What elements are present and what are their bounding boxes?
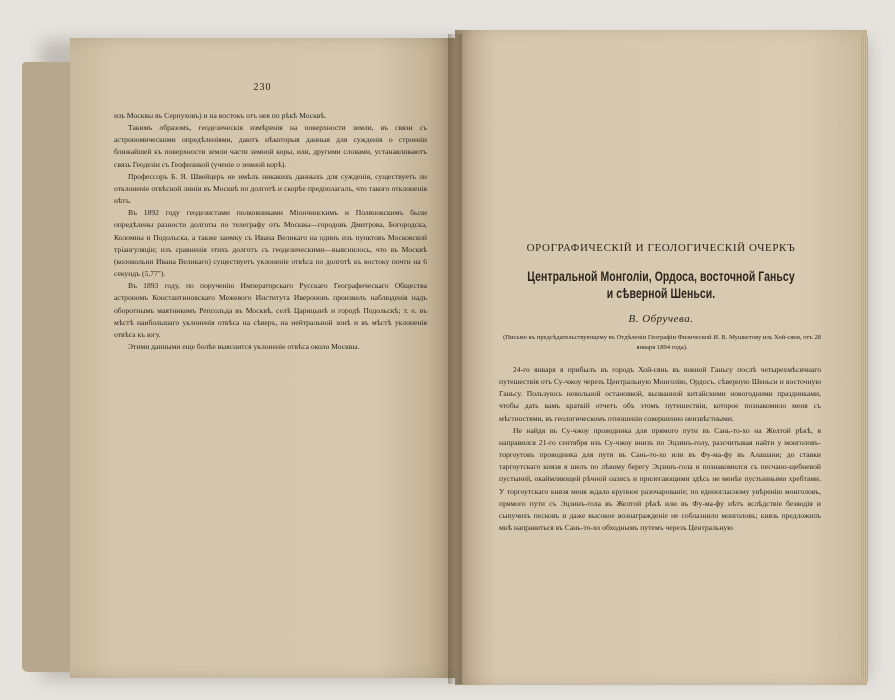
right-page — [455, 30, 867, 685]
right-page-text — [499, 364, 821, 534]
article-author: В. Обручева. — [628, 313, 694, 325]
section-heading: ОРОГРАФИЧЕСКІЙ И ГЕОЛОГИЧЕСКІЙ ОЧЕРКЪ — [526, 242, 796, 254]
paragraph: 24-го января я прибылъ въ городъ Хой-сянь въ южной Ганьсу послѣ четырехмѣсячнаго путешествія отъ Су-чжоу черезъ Центральную Монголію, Ордосъ, сѣверную Шеньси и восточную Ганьсу. Пользуюсь невольной остановкой, вызванной китайскими новогодними праздниками, чтобы дать вамъ краткій отчетъ объ этомъ путешествіи, которое познакомило меня съ мѣстностями, въ геологическомъ отношеніи совершенно неизвѣстными. — [499, 365, 821, 423]
book-gutter — [448, 34, 462, 684]
left-page-text — [114, 110, 427, 353]
paragraph: Въ 1893 году, по порученію Императорскаго Русскаго Географическаго Общества астрономъ Константиновскаго Межевого Института Ивероновъ произвелъ наблюденія надъ оборотнымъ маятникомъ Репсольда въ Москвѣ, селѣ Царицынѣ и городѣ Подольскѣ; т. е. въ мѣстѣ наибольшаго уклоненія отвѣса на сѣверъ, на нейтральной зонѣ и въ мѣстѣ уклоненія отвѣса къ югу. — [114, 281, 427, 339]
paragraph: Въ 1892 году геодезистами полковниками Міончинскимъ и Поляновскимъ были опредѣлены разности долготы по телеграфу отъ Москвы—городовъ Дмитрова, Богородска, Коломны и Подольска, а также заимку съ Ивана Великаго на одинъ изъ пунктовъ Московской тріангуляціи; изъ сравненія этихъ долготъ съ геодезическими—выяснилось, что въ Москвѣ (колокольни Ивана Великаго) существуетъ уклоненіе отвѣса по долготѣ къ востоку почти на 6 секундъ (5,77"). — [114, 208, 427, 279]
paragraph: Не найдя въ Су-чжоу проводника для прямого пути въ Сань-то-хо на Желтой рѣкѣ, я направился 21-го сентября изъ Су-чжоу внизъ по Эцзинъ-голу, разсчитывая найти у монголовъ-торгоутовъ проводника для пути въ Сань-то-хо или въ Фу-ма-фу въ Алашани; до ставки таргоутскаго князя я шелъ по лѣвому берегу Эцзинъ-гола и познакомился съ песчано-щебневой пустыней, окаймляющей рѣчной оазисъ и прилегающими здѣсь не менѣе пустынными хребтами. У торгоутскаго князя меня ждало крупное разочарованіе; по единогласному увѣренію монголовъ, прямого пути съ Эцзинъ-гола въ Желтой рѣкѣ или въ Фу-ма-фу нѣтъ вслѣдствіе безводія и сыпучихъ песковъ и даже высокое вознагражденіе не соблазнило монголовъ; князь предложилъ мнѣ направиться въ Сань-то-хо обходнымъ путемъ черезъ Центральную — [499, 425, 821, 533]
paragraph: Этими данными еще болѣе выяснится уклоненіе отвѣса около Москвы. — [128, 341, 360, 351]
article-title: Центральной Монголіи, Ордоса, восточной Ганьсу и сѣверной Шеньси. — [527, 269, 795, 301]
paragraph: Такимъ образомъ, геодезическія измѣренія на поверхности земли, въ связи съ астрономическими опредѣленіями, даютъ нѣкоторыя данныя для сужденія о строеніи ближайшей къ поверхности земли части земной коры, или, другими словами, устанавливаютъ связь Геодезіи съ Геофизикой (ученіе о земной корѣ). — [114, 123, 427, 169]
page-number: 230 — [253, 82, 272, 93]
paragraph: изъ Москвы въ Серпуховъ) и на востокъ отъ нея по рѣкѣ Москвѣ. — [114, 111, 327, 120]
paragraph: Профессоръ Б. Я. Швейцеръ не имѣлъ никакихъ данныхъ для сужденія, существуетъ ли отклоненіе отвѣсной линіи въ Москвѣ по долготѣ и скорѣе предполагалъ, что такого отклоненія нѣтъ. — [114, 171, 427, 206]
page-edges — [860, 36, 868, 681]
left-page — [70, 38, 455, 678]
article-note: (Письмо къ предсѣдательствующему въ Отдѣленіи Географіи Физической И. В. Мушкетову изъ Хой-сяня, отъ 28 января 1894 года). — [503, 334, 821, 351]
